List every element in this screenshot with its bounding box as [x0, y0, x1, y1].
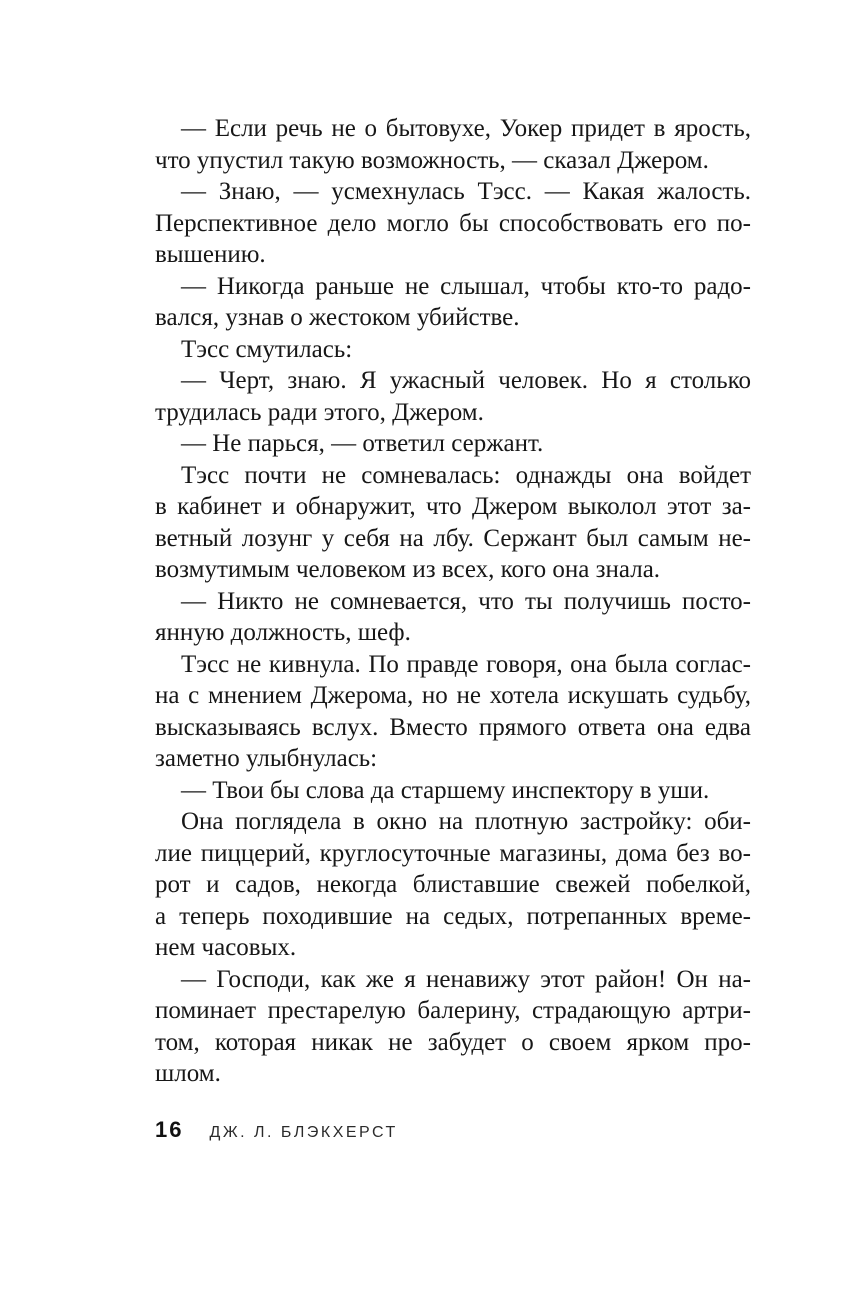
- text-line: — Не парься, — ответил сержант.: [181, 430, 544, 457]
- text-line: — Если речь не о бытовухе, Уокер придет в ярость,: [181, 115, 751, 142]
- text-line: — Знаю, — усмехнулась Тэсс. — Какая жалость.: [181, 178, 751, 205]
- text-line: лие пиццерий, круглосуточные магазины, дома без во-: [155, 839, 751, 867]
- running-title-author: ДЖ. Л. БЛЭКХЕРСТ: [209, 1124, 398, 1141]
- paragraph: [155, 775, 751, 807]
- paragraph: [155, 365, 751, 428]
- paragraph: [155, 586, 751, 649]
- text-line: Тэсс не кивнула. По правде говоря, она была соглас-: [181, 650, 751, 678]
- paragraph: [155, 113, 751, 176]
- text-line: Тэсс смутилась:: [181, 335, 353, 363]
- text-line: — Господи, как же я ненавижу этот район! Он на-: [181, 965, 751, 993]
- page-number: 16: [155, 1117, 184, 1142]
- page-footer: [155, 1117, 398, 1143]
- text-line: рот и садов, некогда блиставшие свежей побелкой,: [155, 871, 751, 898]
- text-line: Тэсс почти не сомневалась: однажды она войдет: [181, 461, 751, 489]
- paragraph: [155, 176, 751, 271]
- text-line: поминает престарелую балерину, страдающую артри-: [155, 997, 751, 1024]
- paragraph: [155, 334, 751, 366]
- text-line: а теперь походившие на седых, потрепанных време-: [155, 902, 751, 930]
- text-line: шлом.: [155, 1060, 221, 1087]
- paragraph: [155, 649, 751, 775]
- text-line: вышению.: [155, 241, 266, 268]
- text-line: возмутимым человеком из всех, кого она знала.: [155, 556, 661, 583]
- text-line: — Никто не сомневается, что ты получишь посто-: [181, 587, 751, 615]
- paragraph: [155, 271, 751, 334]
- page-text: [155, 113, 751, 1090]
- paragraph: [155, 460, 751, 586]
- text-line: что упустил такую возможность, — сказал Джером.: [155, 146, 709, 174]
- paragraph: [155, 964, 751, 1090]
- text-line: высказываясь вслух. Вместо прямого ответа она едва: [155, 713, 751, 741]
- paragraph: [155, 806, 751, 964]
- text-line: янную должность, шеф.: [155, 619, 411, 646]
- text-line: в кабинет и обнаружит, что Джером выколол этот за-: [155, 493, 751, 520]
- text-line: на с мнением Джерома, но не хотела искушать судьбу,: [155, 682, 751, 709]
- text-line: нем часовых.: [155, 934, 297, 961]
- paragraph: [155, 428, 751, 460]
- text-line: — Твои бы слова да старшему инспектору в уши.: [181, 776, 710, 804]
- text-line: ветный лозунг у себя на лбу. Сержант был самым не-: [155, 524, 751, 552]
- text-line: — Никогда раньше не слышал, чтобы кто-то радо-: [181, 272, 751, 300]
- text-line: трудилась ради этого, Джером.: [155, 398, 484, 426]
- text-line: заметно улыбнулась:: [155, 745, 378, 772]
- text-line: том, которая никак не забудет о своем ярком про-: [155, 1028, 751, 1056]
- text-line: — Черт, знаю. Я ужасный человек. Но я столько: [181, 367, 751, 394]
- text-line: Перспективное дело могло бы способствовать его по-: [155, 209, 751, 237]
- text-line: Она поглядела в окно на плотную застройку: оби-: [181, 808, 751, 835]
- text-line: вался, узнав о жестоком убийстве.: [155, 304, 520, 331]
